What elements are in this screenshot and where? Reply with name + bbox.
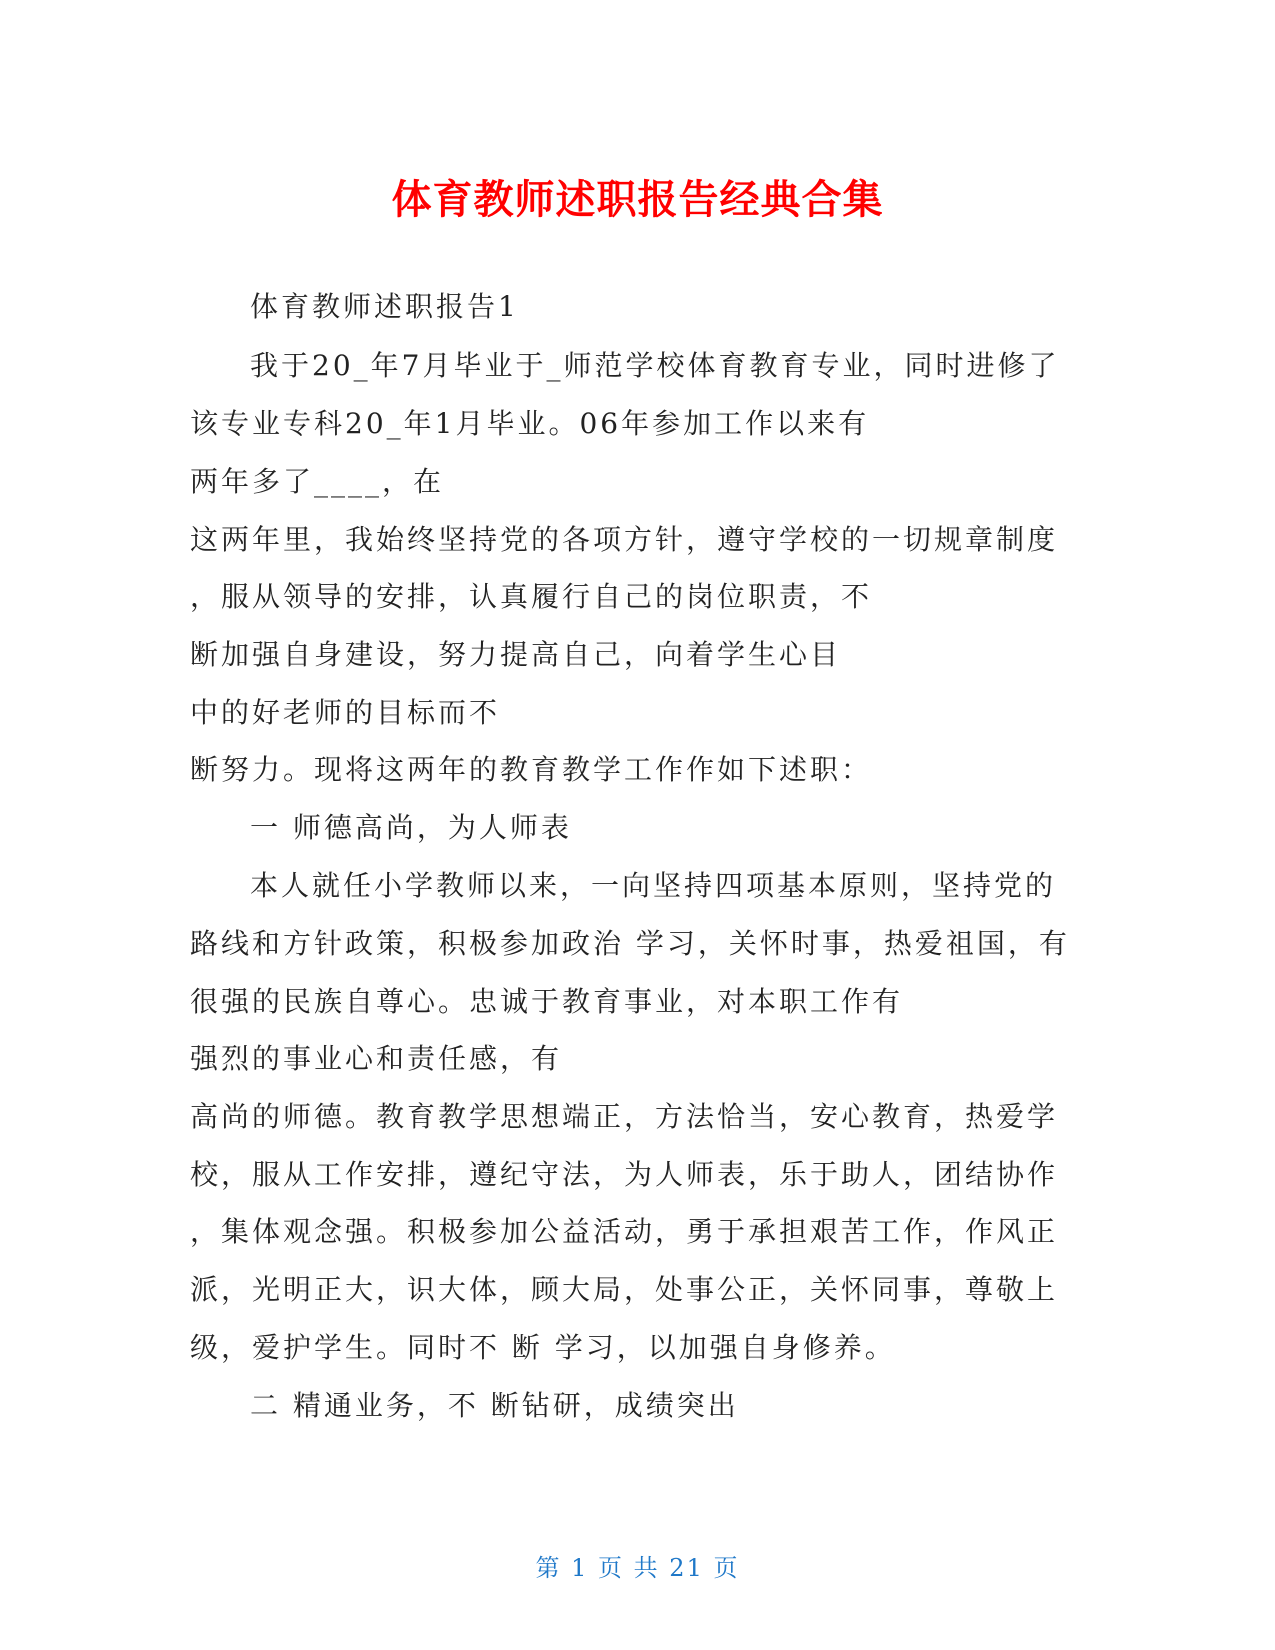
paragraph-line: 校，服从工作安排，遵纪守法，为人师表，乐于助人，团结协作 [190, 1158, 1059, 1191]
paragraph-line: 我于20_年7月毕业于_师范学校体育教育专业，同时进修了 [250, 349, 1060, 382]
section-heading: 一 师德高尚，为人师表 [250, 811, 572, 844]
paragraph-line: 本人就任小学教师以来，一向坚持四项基本原则，坚持党的 [250, 869, 1057, 902]
paragraph-line: 中的好老师的目标而不 [190, 696, 501, 729]
paragraph-line: 断加强自身建设，努力提高自己，向着学生心目 [190, 638, 842, 671]
document-title: 体育教师述职报告经典合集 [391, 177, 884, 223]
paragraph-line: ，服从领导的安排，认真履行自己的岗位职责，不 [190, 580, 873, 613]
paragraph-line: ，集体观念强。积极参加公益活动，勇于承担艰苦工作，作风正 [190, 1215, 1059, 1248]
paragraph-line: 两年多了____，在 [190, 465, 445, 498]
section-heading: 二 精通业务，不 断钻研，成绩突出 [250, 1389, 739, 1422]
paragraph-line: 该专业专科20_年1月毕业。06年参加工作以来有 [190, 407, 870, 440]
page-number: 第 1 页 共 21 页 [535, 1554, 740, 1582]
paragraph-line: 路线和方针政策，积极参加政治 学习，关怀时事，热爱祖国，有 [190, 927, 1070, 960]
paragraph-line: 强烈的事业心和责任感，有 [190, 1042, 563, 1075]
paragraph-line: 断努力。现将这两年的教育教学工作作如下述职： [190, 753, 873, 786]
paragraph-line: 高尚的师德。教育教学思想端正，方法恰当，安心教育，热爱学 [190, 1100, 1059, 1133]
paragraph-line: 派，光明正大，识大体，顾大局，处事公正，关怀同事，尊敬上 [190, 1273, 1059, 1306]
paragraph-line: 这两年里，我始终坚持党的各项方针，遵守学校的一切规章制度 [190, 523, 1059, 556]
section-heading: 体育教师述职报告1 [250, 290, 519, 323]
paragraph-line: 很强的民族自尊心。忠诚于教育事业，对本职工作有 [190, 985, 904, 1018]
paragraph-line: 级，爱护学生。同时不 断 学习，以加强自身修养。 [190, 1331, 896, 1364]
